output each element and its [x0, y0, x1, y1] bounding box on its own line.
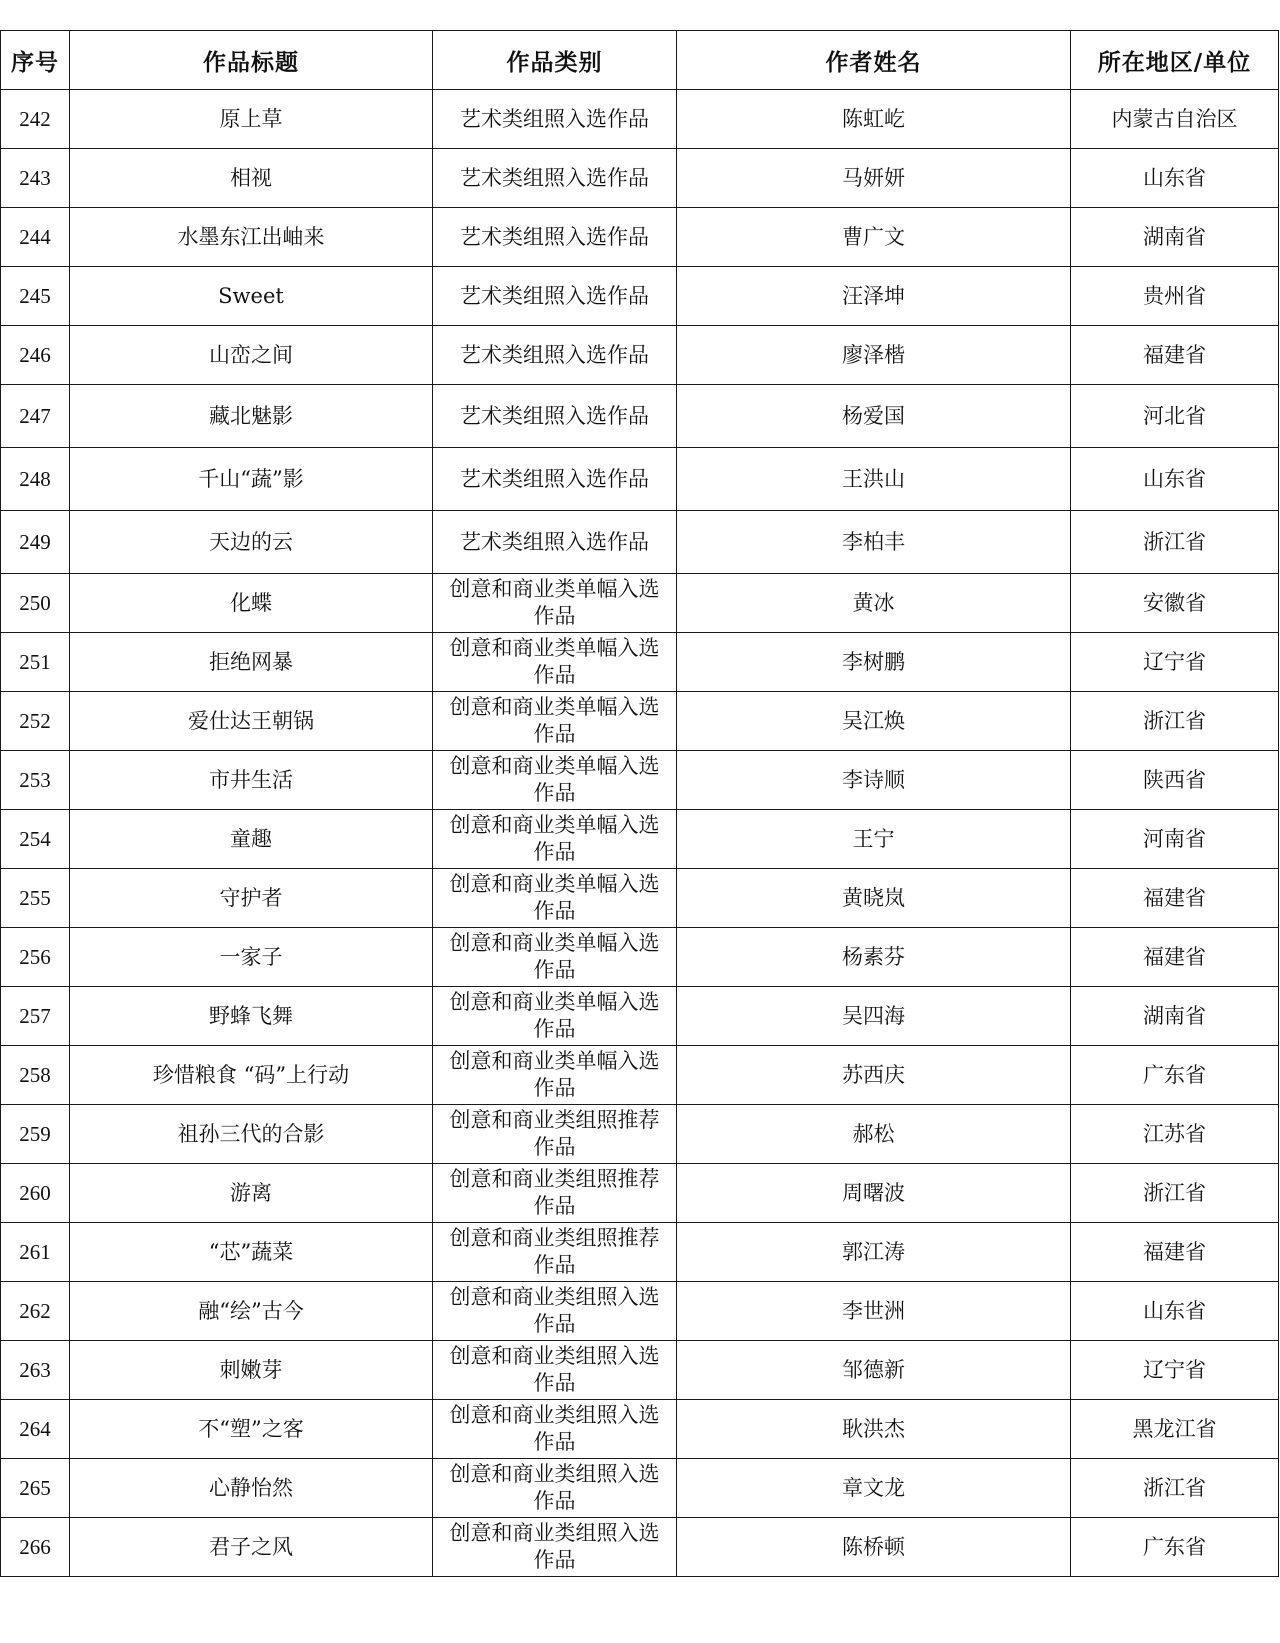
cell-author: 黄晓岚 [677, 869, 1071, 928]
cell-author: 杨素芬 [677, 928, 1071, 987]
table-row [1, 1282, 1279, 1341]
cell-title: 君子之风 [70, 1518, 433, 1577]
cell-region: 内蒙古自治区 [1071, 90, 1279, 149]
cell-number: 265 [1, 1459, 70, 1518]
cell-region: 河南省 [1071, 810, 1279, 869]
cell-category: 创意和商业类单幅入选作品 [433, 751, 677, 810]
cell-number: 244 [1, 208, 70, 267]
table-row [1, 1105, 1279, 1164]
table-row [1, 1400, 1279, 1459]
cell-title: 水墨东江出岫来 [70, 208, 433, 267]
cell-category: 创意和商业类单幅入选作品 [433, 810, 677, 869]
cell-title: 藏北魅影 [70, 385, 433, 448]
cell-title: 原上草 [70, 90, 433, 149]
cell-category: 艺术类组照入选作品 [433, 448, 677, 511]
table-row [1, 326, 1279, 385]
cell-title: 不“塑”之客 [70, 1400, 433, 1459]
cell-number: 262 [1, 1282, 70, 1341]
cell-region: 辽宁省 [1071, 1341, 1279, 1400]
cell-number: 255 [1, 869, 70, 928]
cell-category: 艺术类组照入选作品 [433, 326, 677, 385]
header-number: 序号 [1, 31, 70, 90]
table-header [1, 31, 1279, 90]
cell-region: 福建省 [1071, 1223, 1279, 1282]
table-row [1, 1341, 1279, 1400]
cell-title: Sweet [70, 267, 433, 326]
table-row [1, 869, 1279, 928]
cell-region: 陕西省 [1071, 751, 1279, 810]
cell-title: 天边的云 [70, 511, 433, 574]
cell-title: 祖孙三代的合影 [70, 1105, 433, 1164]
cell-author: 李树鹏 [677, 633, 1071, 692]
cell-title: 守护者 [70, 869, 433, 928]
cell-title: 童趣 [70, 810, 433, 869]
cell-category: 艺术类组照入选作品 [433, 149, 677, 208]
cell-region: 山东省 [1071, 448, 1279, 511]
cell-number: 248 [1, 448, 70, 511]
cell-title: 心静怡然 [70, 1459, 433, 1518]
table-body [1, 90, 1279, 1577]
cell-title: “芯”蔬菜 [70, 1223, 433, 1282]
table-row [1, 511, 1279, 574]
table-row [1, 90, 1279, 149]
table-row [1, 1518, 1279, 1577]
cell-author: 李诗顺 [677, 751, 1071, 810]
header-author: 作者姓名 [677, 31, 1071, 90]
cell-category: 创意和商业类单幅入选作品 [433, 928, 677, 987]
cell-title: 相视 [70, 149, 433, 208]
table-row [1, 1223, 1279, 1282]
cell-author: 陈虹屹 [677, 90, 1071, 149]
cell-category: 创意和商业类组照入选作品 [433, 1282, 677, 1341]
cell-title: 化蝶 [70, 574, 433, 633]
cell-region: 福建省 [1071, 326, 1279, 385]
table-row [1, 928, 1279, 987]
cell-author: 郝松 [677, 1105, 1071, 1164]
cell-region: 广东省 [1071, 1046, 1279, 1105]
cell-author: 曹广文 [677, 208, 1071, 267]
cell-category: 创意和商业类单幅入选作品 [433, 692, 677, 751]
cell-category: 艺术类组照入选作品 [433, 511, 677, 574]
table-row [1, 692, 1279, 751]
table-row [1, 987, 1279, 1046]
cell-title: 拒绝网暴 [70, 633, 433, 692]
cell-category: 艺术类组照入选作品 [433, 208, 677, 267]
works-table [0, 30, 1279, 1577]
cell-region: 湖南省 [1071, 987, 1279, 1046]
cell-number: 258 [1, 1046, 70, 1105]
cell-title: 刺嫩芽 [70, 1341, 433, 1400]
cell-category: 创意和商业类组照推荐作品 [433, 1164, 677, 1223]
cell-title: 一家子 [70, 928, 433, 987]
cell-region: 江苏省 [1071, 1105, 1279, 1164]
table-row [1, 448, 1279, 511]
cell-author: 王洪山 [677, 448, 1071, 511]
cell-title: 千山“蔬”影 [70, 448, 433, 511]
table-row [1, 633, 1279, 692]
cell-author: 陈桥顿 [677, 1518, 1071, 1577]
cell-number: 260 [1, 1164, 70, 1223]
cell-title: 珍惜粮食 “码”上行动 [70, 1046, 433, 1105]
cell-category: 创意和商业类单幅入选作品 [433, 574, 677, 633]
cell-category: 艺术类组照入选作品 [433, 90, 677, 149]
cell-title: 野蜂飞舞 [70, 987, 433, 1046]
cell-number: 242 [1, 90, 70, 149]
header-title: 作品标题 [70, 31, 433, 90]
cell-number: 266 [1, 1518, 70, 1577]
cell-number: 246 [1, 326, 70, 385]
table-row [1, 1046, 1279, 1105]
cell-author: 苏西庆 [677, 1046, 1071, 1105]
cell-region: 浙江省 [1071, 511, 1279, 574]
cell-number: 264 [1, 1400, 70, 1459]
cell-title: 市井生活 [70, 751, 433, 810]
table-row [1, 267, 1279, 326]
cell-number: 247 [1, 385, 70, 448]
cell-region: 黑龙江省 [1071, 1400, 1279, 1459]
cell-number: 257 [1, 987, 70, 1046]
cell-number: 259 [1, 1105, 70, 1164]
table-row [1, 208, 1279, 267]
cell-number: 249 [1, 511, 70, 574]
cell-number: 252 [1, 692, 70, 751]
cell-category: 创意和商业类组照推荐作品 [433, 1223, 677, 1282]
cell-number: 253 [1, 751, 70, 810]
cell-category: 创意和商业类单幅入选作品 [433, 633, 677, 692]
cell-title: 融“绘”古今 [70, 1282, 433, 1341]
table-row [1, 574, 1279, 633]
cell-author: 汪泽坤 [677, 267, 1071, 326]
cell-number: 261 [1, 1223, 70, 1282]
cell-region: 贵州省 [1071, 267, 1279, 326]
cell-author: 周曙波 [677, 1164, 1071, 1223]
cell-author: 李柏丰 [677, 511, 1071, 574]
header-region: 所在地区/单位 [1071, 31, 1279, 90]
cell-category: 创意和商业类组照入选作品 [433, 1341, 677, 1400]
cell-author: 吴四海 [677, 987, 1071, 1046]
cell-author: 黄冰 [677, 574, 1071, 633]
cell-category: 艺术类组照入选作品 [433, 385, 677, 448]
cell-region: 福建省 [1071, 869, 1279, 928]
cell-region: 广东省 [1071, 1518, 1279, 1577]
table-row [1, 751, 1279, 810]
table-row [1, 810, 1279, 869]
cell-author: 马妍妍 [677, 149, 1071, 208]
cell-region: 湖南省 [1071, 208, 1279, 267]
cell-author: 王宁 [677, 810, 1071, 869]
cell-number: 254 [1, 810, 70, 869]
cell-category: 创意和商业类单幅入选作品 [433, 1046, 677, 1105]
cell-author: 廖泽楷 [677, 326, 1071, 385]
cell-author: 耿洪杰 [677, 1400, 1071, 1459]
cell-title: 游离 [70, 1164, 433, 1223]
cell-category: 艺术类组照入选作品 [433, 267, 677, 326]
header-category: 作品类别 [433, 31, 677, 90]
cell-region: 山东省 [1071, 149, 1279, 208]
cell-number: 250 [1, 574, 70, 633]
cell-region: 福建省 [1071, 928, 1279, 987]
cell-region: 浙江省 [1071, 1164, 1279, 1223]
cell-category: 创意和商业类组照入选作品 [433, 1459, 677, 1518]
cell-number: 263 [1, 1341, 70, 1400]
cell-region: 辽宁省 [1071, 633, 1279, 692]
cell-category: 创意和商业类单幅入选作品 [433, 869, 677, 928]
table-row [1, 1459, 1279, 1518]
cell-region: 安徽省 [1071, 574, 1279, 633]
cell-author: 章文龙 [677, 1459, 1071, 1518]
cell-title: 山峦之间 [70, 326, 433, 385]
cell-region: 河北省 [1071, 385, 1279, 448]
table-row [1, 385, 1279, 448]
cell-author: 郭江涛 [677, 1223, 1071, 1282]
cell-region: 山东省 [1071, 1282, 1279, 1341]
table-row [1, 149, 1279, 208]
cell-region: 浙江省 [1071, 1459, 1279, 1518]
header-row [1, 31, 1279, 90]
cell-author: 吴江焕 [677, 692, 1071, 751]
cell-category: 创意和商业类单幅入选作品 [433, 987, 677, 1046]
cell-number: 251 [1, 633, 70, 692]
cell-number: 243 [1, 149, 70, 208]
cell-title: 爱仕达王朝锅 [70, 692, 433, 751]
cell-number: 245 [1, 267, 70, 326]
cell-author: 邹德新 [677, 1341, 1071, 1400]
cell-number: 256 [1, 928, 70, 987]
cell-category: 创意和商业类组照入选作品 [433, 1400, 677, 1459]
table-row [1, 1164, 1279, 1223]
cell-author: 李世洲 [677, 1282, 1071, 1341]
cell-author: 杨爱国 [677, 385, 1071, 448]
cell-category: 创意和商业类组照推荐作品 [433, 1105, 677, 1164]
cell-category: 创意和商业类组照入选作品 [433, 1518, 677, 1577]
cell-region: 浙江省 [1071, 692, 1279, 751]
